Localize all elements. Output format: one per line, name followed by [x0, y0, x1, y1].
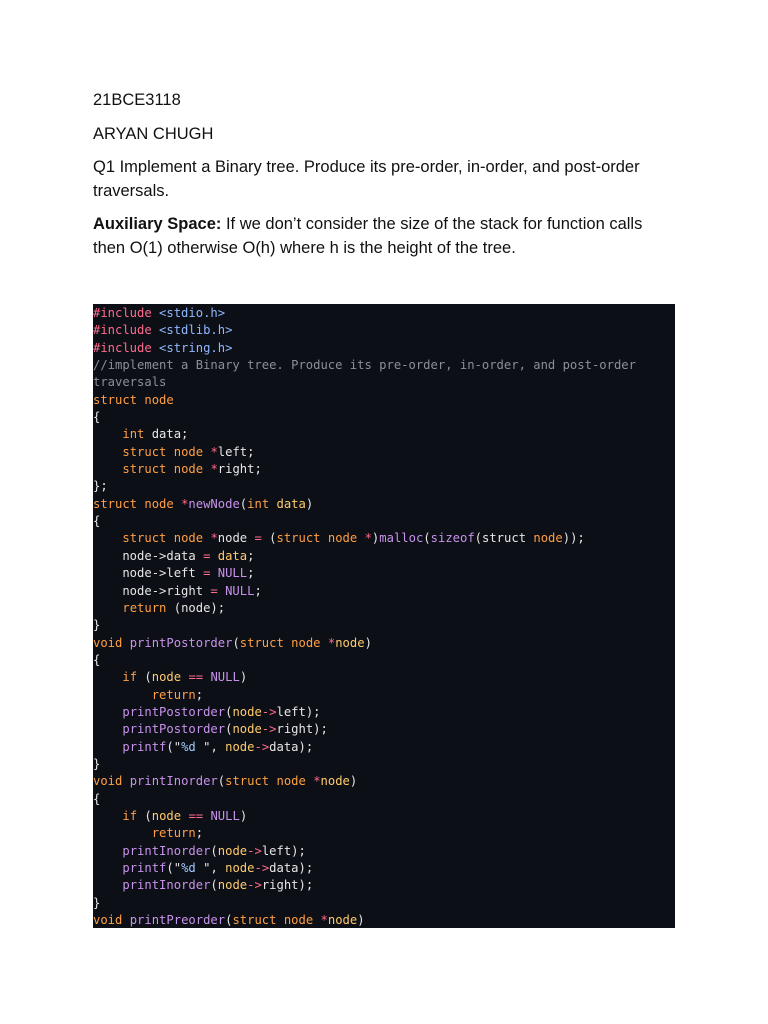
code-token: data	[276, 496, 306, 511]
code-token	[93, 445, 122, 459]
code-token: data;	[144, 427, 189, 442]
code-token: return	[151, 826, 196, 841]
code-token: =	[210, 583, 218, 598]
code-token: ("	[166, 861, 182, 875]
code-token: (	[423, 531, 431, 546]
code-token: (	[225, 722, 233, 737]
code-token: (	[225, 704, 233, 719]
code-token	[166, 445, 173, 459]
code-token	[321, 531, 328, 545]
code-line	[93, 444, 675, 461]
code-token: //implement a Binary tree. Produce its pre-order, in-order, and post-order	[93, 358, 636, 373]
code-line	[93, 669, 675, 686]
code-token: right;	[217, 462, 262, 477]
code-token: left);	[261, 843, 306, 858]
code-token: (node);	[166, 600, 226, 615]
code-token: printPreorder	[129, 913, 226, 928]
code-token: <string.h>	[151, 340, 233, 355]
code-token: }	[93, 895, 101, 910]
auxiliary-space-paragraph	[93, 212, 673, 260]
code-token: )	[349, 774, 358, 789]
code-line	[93, 773, 675, 790]
code-line	[93, 478, 675, 495]
code-token: =	[203, 566, 211, 581]
code-token: =	[254, 531, 262, 546]
code-token: node	[283, 913, 314, 928]
code-token: ;	[247, 548, 255, 563]
code-token: node	[173, 444, 204, 459]
code-token: (	[239, 496, 248, 511]
code-token: *	[320, 913, 328, 928]
code-token: node	[320, 774, 350, 789]
code-token: (	[232, 635, 240, 650]
code-token: NULL	[217, 566, 248, 581]
code-line	[93, 739, 675, 756]
code-token: };	[93, 479, 108, 494]
code-token: right);	[276, 722, 328, 737]
code-token	[166, 462, 173, 476]
code-token: data);	[269, 861, 314, 875]
code-token	[93, 462, 122, 476]
code-line	[93, 791, 675, 808]
code-line	[93, 860, 675, 877]
code-token: #include	[93, 323, 152, 338]
code-token: node->right	[93, 583, 211, 598]
code-line	[93, 704, 675, 721]
code-token: printPostorder	[129, 635, 233, 650]
code-line	[93, 426, 675, 443]
code-token: struct	[122, 444, 167, 459]
code-token: )	[371, 531, 380, 546]
code-line	[93, 496, 675, 513]
code-token: <stdlib.h>	[151, 323, 233, 338]
code-token: (struct	[474, 531, 534, 546]
code-token: )	[357, 913, 365, 928]
code-token: *	[210, 462, 218, 477]
code-token: node->left	[93, 566, 204, 581]
code-token	[122, 636, 129, 650]
code-token: return	[151, 687, 196, 702]
code-token: data);	[269, 739, 314, 754]
code-token: =	[203, 548, 211, 563]
code-token: (	[137, 808, 152, 823]
code-token: void	[93, 635, 123, 650]
code-token	[93, 809, 122, 823]
code-token: node	[151, 670, 182, 685]
code-line	[93, 756, 675, 773]
code-token: (	[225, 913, 233, 928]
code-token: )	[364, 635, 372, 650]
code-line	[93, 513, 675, 530]
code-token: sizeof	[430, 531, 475, 546]
code-token: left;	[217, 444, 255, 459]
code-token: node	[232, 722, 262, 737]
code-token: ",	[195, 861, 226, 875]
code-token: {	[93, 514, 101, 529]
code-token: struct	[93, 496, 138, 511]
code-line	[93, 617, 675, 634]
code-token	[269, 497, 276, 511]
code-line	[93, 687, 675, 704]
code-token: node	[173, 531, 204, 546]
code-token	[93, 861, 122, 875]
code-token: %d	[181, 739, 196, 754]
code-token: struct	[232, 913, 277, 928]
code-token: NULL	[210, 808, 240, 823]
code-token: #include	[93, 340, 152, 355]
code-token: right);	[261, 878, 314, 893]
code-token	[174, 497, 181, 511]
code-token: printInorder	[122, 878, 211, 893]
code-token: node	[151, 808, 182, 823]
code-token	[93, 878, 122, 892]
code-token: int	[122, 427, 145, 442]
code-token: void	[93, 913, 123, 928]
code-token: node	[533, 531, 563, 546]
code-token: <stdio.h>	[151, 306, 226, 320]
code-token: printPostorder	[122, 704, 226, 719]
code-lines	[93, 305, 675, 928]
code-token: int	[247, 496, 270, 511]
code-line	[93, 583, 675, 600]
code-token: )	[239, 808, 248, 823]
code-token: newNode	[188, 496, 240, 511]
auxiliary-space-label: Auxiliary Space:	[93, 215, 222, 233]
code-token	[93, 427, 122, 441]
code-token: ("	[166, 739, 182, 754]
code-token	[218, 584, 225, 598]
code-token: node	[291, 635, 321, 650]
code-block	[93, 304, 675, 928]
code-token: {	[93, 652, 101, 667]
code-token: node	[276, 774, 306, 789]
code-token	[122, 913, 129, 927]
code-token: ->	[247, 843, 262, 858]
code-token: malloc	[379, 531, 424, 546]
code-line	[93, 721, 675, 738]
code-token: node	[232, 704, 262, 719]
code-line	[93, 322, 675, 339]
code-line	[93, 340, 675, 357]
code-line	[93, 461, 675, 478]
code-token: node	[173, 462, 204, 477]
code-token: node	[144, 496, 174, 511]
code-token	[357, 531, 364, 545]
code-token: node->data	[93, 548, 204, 563]
code-token: struct	[122, 531, 167, 546]
code-token: node	[217, 531, 255, 546]
code-token	[93, 740, 122, 754]
code-token: node	[225, 739, 255, 754]
code-line	[93, 357, 675, 374]
code-token: ==	[188, 808, 204, 823]
student-id: 21BCE3118	[93, 91, 181, 109]
auxiliary-space-text: If we don’t consider the size of the stack for function calls then O(1) otherwise O(h) where h is the height of the tree.	[93, 215, 643, 257]
code-token: node	[327, 531, 358, 546]
code-token: node	[327, 913, 358, 928]
code-line	[93, 409, 675, 426]
code-token: *	[364, 531, 372, 546]
code-token: {	[93, 791, 101, 806]
code-token: struct	[122, 462, 167, 477]
code-token	[122, 774, 129, 788]
code-line	[93, 530, 675, 547]
code-line	[93, 895, 675, 912]
code-line	[93, 877, 675, 894]
code-token: struct	[276, 531, 321, 546]
code-token	[210, 566, 217, 580]
code-token: %d	[181, 861, 196, 875]
code-token	[93, 826, 152, 840]
code-token: printPostorder	[122, 722, 226, 737]
code-token: if	[122, 808, 138, 823]
code-token: (	[261, 531, 277, 546]
code-token	[93, 601, 122, 615]
code-token: traversals	[93, 375, 167, 390]
code-line	[93, 825, 675, 842]
code-token: *	[327, 635, 336, 650]
code-token: node	[217, 843, 248, 858]
code-token: NULL	[210, 670, 240, 685]
code-token: struct	[225, 774, 270, 789]
code-line	[93, 843, 675, 860]
code-token: return	[122, 600, 167, 615]
code-line	[93, 548, 675, 565]
code-line	[93, 374, 675, 391]
code-token: struct	[239, 635, 284, 650]
code-token: *	[181, 496, 189, 511]
code-token: ;	[195, 826, 204, 841]
code-token	[313, 913, 320, 927]
code-token: node	[225, 861, 255, 875]
code-line	[93, 565, 675, 582]
code-token: node	[335, 635, 365, 650]
code-token	[93, 688, 152, 702]
code-token: if	[122, 670, 138, 685]
code-token: printInorder	[129, 774, 218, 789]
code-token: left);	[276, 704, 321, 719]
code-token: ",	[195, 739, 226, 754]
code-token: (	[217, 774, 226, 789]
code-token	[93, 670, 122, 684]
code-token: (	[210, 843, 218, 858]
code-line	[93, 652, 675, 669]
code-token: printf	[122, 861, 167, 875]
code-token	[93, 722, 122, 736]
code-token: ;	[247, 566, 255, 581]
code-token: )	[239, 670, 248, 685]
code-token: printf	[122, 739, 167, 754]
code-token: }	[93, 618, 101, 633]
code-token: )	[305, 496, 314, 511]
code-line	[93, 600, 675, 617]
code-token: ->	[261, 722, 277, 737]
code-token: #include	[93, 306, 152, 320]
code-token: ));	[562, 531, 585, 546]
code-token: *	[210, 444, 218, 459]
code-token: (	[137, 670, 152, 685]
code-token: (	[210, 878, 218, 893]
code-token: ;	[254, 583, 262, 598]
code-line	[93, 392, 675, 409]
code-line	[93, 635, 675, 652]
student-name: ARYAN CHUGH	[93, 125, 214, 143]
code-token: printInorder	[122, 843, 211, 858]
code-token: *	[210, 531, 218, 546]
code-token	[93, 531, 122, 545]
code-token: ->	[261, 704, 277, 719]
code-token: struct	[93, 392, 138, 407]
code-token: data	[217, 548, 248, 563]
code-token: *	[313, 774, 321, 789]
code-token	[93, 705, 122, 719]
code-token	[276, 913, 283, 927]
code-token: ;	[195, 687, 204, 702]
code-token: ->	[254, 861, 270, 875]
code-token	[210, 549, 217, 563]
code-token: ->	[247, 878, 262, 893]
code-token: ==	[188, 670, 204, 685]
code-line	[93, 305, 675, 322]
code-token: node	[217, 878, 248, 893]
code-token: void	[93, 774, 123, 789]
code-line	[93, 808, 675, 825]
code-token: NULL	[225, 583, 255, 598]
code-token	[93, 844, 122, 858]
code-token: node	[144, 392, 174, 407]
code-token	[321, 636, 328, 650]
code-token: {	[93, 410, 101, 425]
code-token: ->	[254, 739, 270, 754]
question-text: Q1 Implement a Binary tree. Produce its pre-order, in-order, and post-order traversals.	[93, 158, 640, 200]
code-line	[93, 912, 675, 928]
code-token: }	[93, 756, 101, 771]
code-token	[166, 531, 173, 545]
